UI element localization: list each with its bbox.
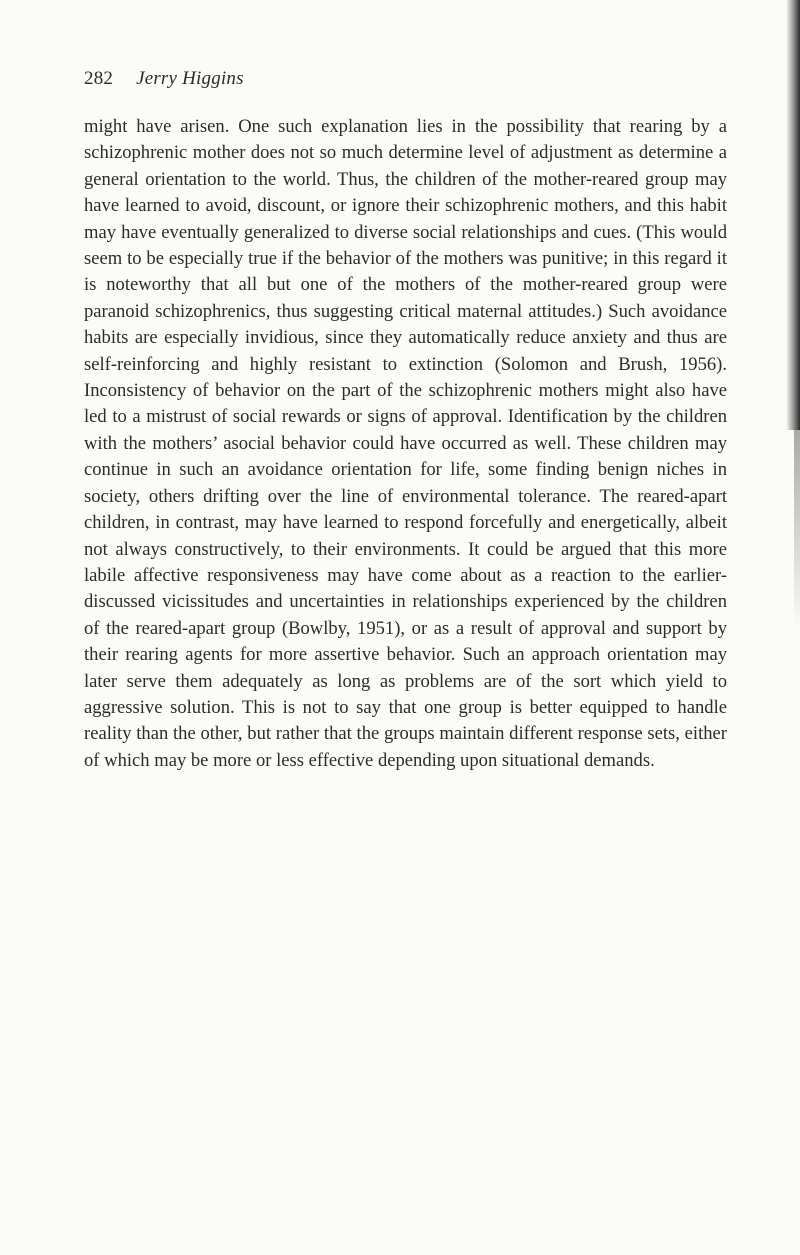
page-edge-shadow-fade bbox=[794, 430, 800, 630]
page-edge-shadow bbox=[786, 0, 800, 430]
body-paragraph: might have arisen. One such explanation lies in the possibility that rearing by a schizophrenic mother does not so much determine level of adjustment as determine a general orientation to the world. Thus, the children of the mother-reared group may have learned to avoid, discount, or ignore their schizophrenic mothers, and this habit may have eventually generalized to diverse social relationships and cues. (This would seem to be especially true if the behavior of the mothers was punitive; in this regard it is noteworthy that all but one of the mothers of the mother-reared group were paranoid schizophrenics, thus suggesting critical maternal attitudes.) Such avoidance habits are especially invidious, since they automatically reduce anxiety and thus are self-reinforcing and highly resistant to extinction (Solomon and Brush, 1956). Inconsistency of behavior on the part of the schizophrenic mothers might also have led to a mistrust of social rewards or signs of approval. Identification by the children with the mothers’ asocial behavior could have occurred as well. These children may continue in such an avoidance orientation for life, some finding benign niches in society, others drifting over the line of environmental tolerance. The reared-apart children, in contrast, may have learned to respond forcefully and energetically, albeit not always constructively, to their environments. It could be argued that this more labile affective responsiveness may have come about as a reaction to the earlier-discussed vicissitudes and uncertainties in relationships experienced by the children of the reared-apart group (Bowlby, 1951), or as a result of approval and support by their rearing agents for more assertive behavior. Such an approach orientation may later serve them adequately as long as problems are of the sort which yield to aggressive solution. This is not to say that one group is better equipped to handle reality than the other, but rather that the groups maintain different response sets, either of which may be more or less effective depending upon situational demands. bbox=[84, 116, 727, 771]
page-number: 282 bbox=[84, 68, 114, 89]
running-head-author: Jerry Higgins bbox=[136, 68, 244, 89]
running-head bbox=[84, 68, 244, 90]
